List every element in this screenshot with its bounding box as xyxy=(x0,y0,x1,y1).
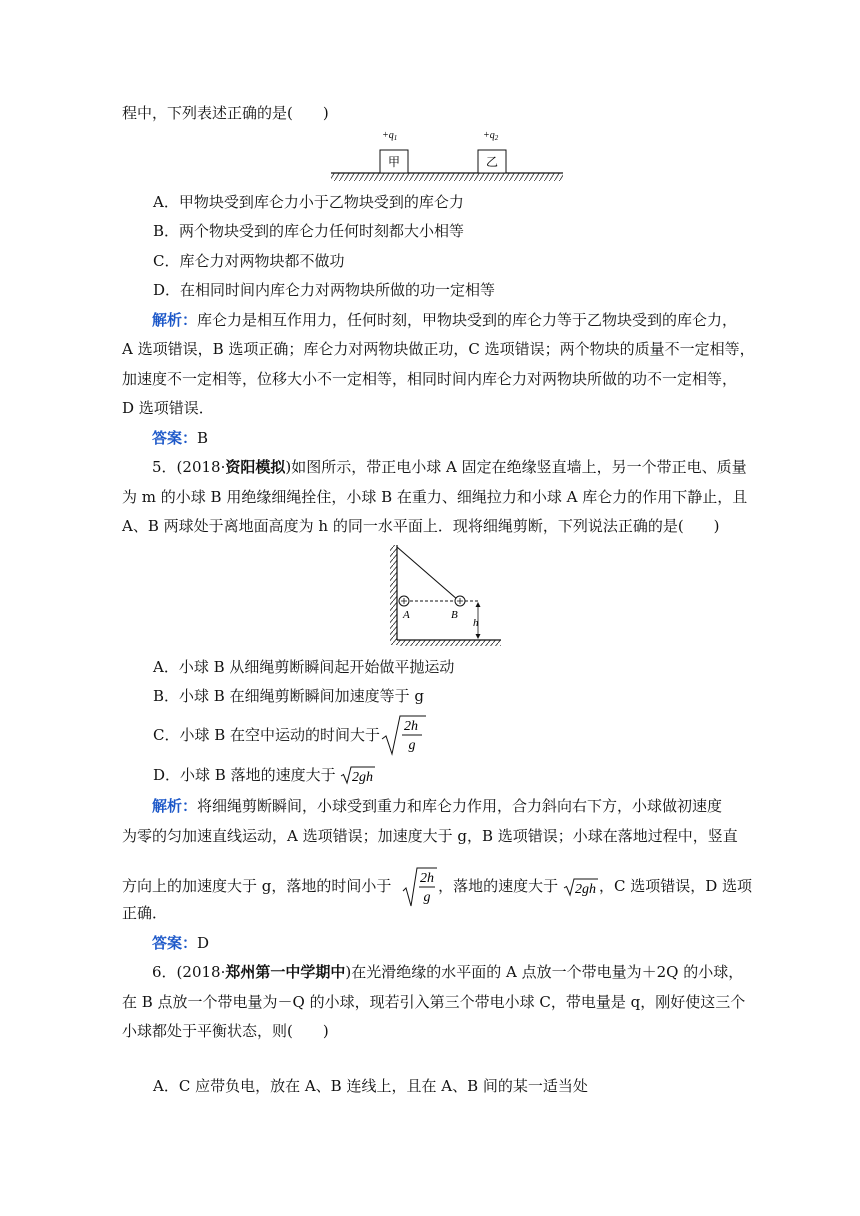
answer-value: D xyxy=(197,934,210,952)
charge-q1-label: $+q_1$ xyxy=(382,130,398,142)
q4-option-a: A．甲物块受到库仑力小于乙物块受到的库仑力 xyxy=(153,193,464,211)
q5-option-a: A．小球 B 从细绳剪断瞬间起开始做平抛运动 xyxy=(153,658,455,676)
q6-stem-line-2: 在 B 点放一个带电量为－Q 的小球，现若引入第三个带电小球 C，带电量是 q，刚好使这三个 xyxy=(122,993,746,1011)
label-h: h xyxy=(473,617,479,629)
source-tag: 资阳模拟 xyxy=(225,458,286,476)
q6-option-a: A．C 应带负电，放在 A、B 连线上，且在 A、B 间的某一适当处 xyxy=(153,1077,588,1095)
q4-figure xyxy=(325,124,565,186)
answer-value: B xyxy=(197,429,209,447)
q5-option-b: B．小球 B 在细绳剪断瞬间加速度等于 g xyxy=(153,687,424,705)
q4-answer xyxy=(152,428,208,448)
block-jia-label: 甲 xyxy=(387,155,401,169)
q4-option-b: B．两个物块受到的库仑力任何时刻都大小相等 xyxy=(153,222,465,240)
sqrt-2h-over-g xyxy=(380,713,428,757)
svg-text:2gh: 2gh xyxy=(574,882,596,897)
analysis-label: 解析： xyxy=(152,797,198,815)
label-b: B xyxy=(451,609,458,621)
q5-answer xyxy=(152,933,209,953)
q5-stem-line-2: 为 m 的小球 B 用绝缘细绳拴住，小球 B 在重力、细绳拉力和小球 A 库仑力的作用下静止，且 xyxy=(122,488,748,506)
answer-label: 答案： xyxy=(152,934,198,952)
q6-stem-line-3: 小球都处于平衡状态，则( ) xyxy=(122,1022,329,1040)
q4-analysis-line-1: 解析：库仑力是相互作用力，任何时刻，甲物块受到的库仑力等于乙物块受到的库仑力， xyxy=(152,311,738,329)
q4-analysis-line-4: D 选项错误． xyxy=(122,399,214,417)
q5-stem-line-1: 5．(2018·资阳模拟)如图所示，带正电小球 A 固定在绝缘竖直墙上，另一个带正电、质量 xyxy=(152,458,747,476)
q4-stem-end: 程中，下列表述正确的是( ) xyxy=(122,104,329,122)
answer-label: 答案： xyxy=(152,429,198,447)
q5-analysis-line-1: 解析：将细绳剪断瞬间，小球受到重力和库仑力作用，合力斜向右下方，小球做初速度 xyxy=(152,797,723,815)
label-a: A xyxy=(403,609,410,621)
q5-option-c: C．小球 B 在空中运动的时间大于 xyxy=(153,726,381,744)
q5-analysis-line-3: 方向上的加速度大于 g，落地的时间小于 2h g ，落地的速度大于 2gh ，C 选项错误，D 选项 xyxy=(122,865,752,909)
q4-option-d: D．在相同时间内库仑力对两物块所做的功一定相等 xyxy=(153,281,496,299)
q5-option-d: D．小球 B 落地的速度大于 2gh xyxy=(153,765,376,785)
q5-analysis-line-2: 为零的匀加速直线运动，A 选项错误；加速度大于 g，B 选项错误；小球在落地过程中，竖直 xyxy=(122,827,738,845)
q4-analysis-line-2: A 选项错误，B 选项正确；库仑力对两物块做正功，C 选项错误；两个物块的质量不一定相等， xyxy=(122,340,755,358)
sqrt-2gh xyxy=(340,765,376,785)
analysis-label: 解析： xyxy=(152,311,198,329)
q4-analysis-line-3: 加速度不一定相等，位移大小不一定相等，相同时间内库仑力对两物块所做的功不一定相等， xyxy=(122,370,738,388)
q4-option-c: C．库仑力对两物块都不做功 xyxy=(153,252,345,270)
block-yi-label: 乙 xyxy=(485,155,499,169)
source-tag: 郑州第一中学期中 xyxy=(225,963,346,981)
q5-analysis-line-4: 正确． xyxy=(122,904,168,922)
svg-text:g: g xyxy=(423,890,431,905)
q5-stem-line-3: A、B 两球处于离地面高度为 h 的同一水平面上．现将细绳剪断，下列说法正确的是( ) xyxy=(122,517,720,535)
q5-figure xyxy=(388,541,503,648)
sqrt-2h-over-g-inline xyxy=(402,865,438,909)
svg-text:2gh: 2gh xyxy=(352,770,374,785)
charge-q2-label: $+q_2$ xyxy=(483,130,499,142)
svg-text:2h: 2h xyxy=(420,871,435,886)
svg-text:g: g xyxy=(408,738,416,753)
svg-text:2h: 2h xyxy=(404,719,418,734)
q6-stem-line-1: 6．(2018·郑州第一中学期中)在光滑绝缘的水平面的 A 点放一个带电量为＋2Q 的小球， xyxy=(152,963,744,981)
sqrt-2gh-inline xyxy=(563,877,599,897)
